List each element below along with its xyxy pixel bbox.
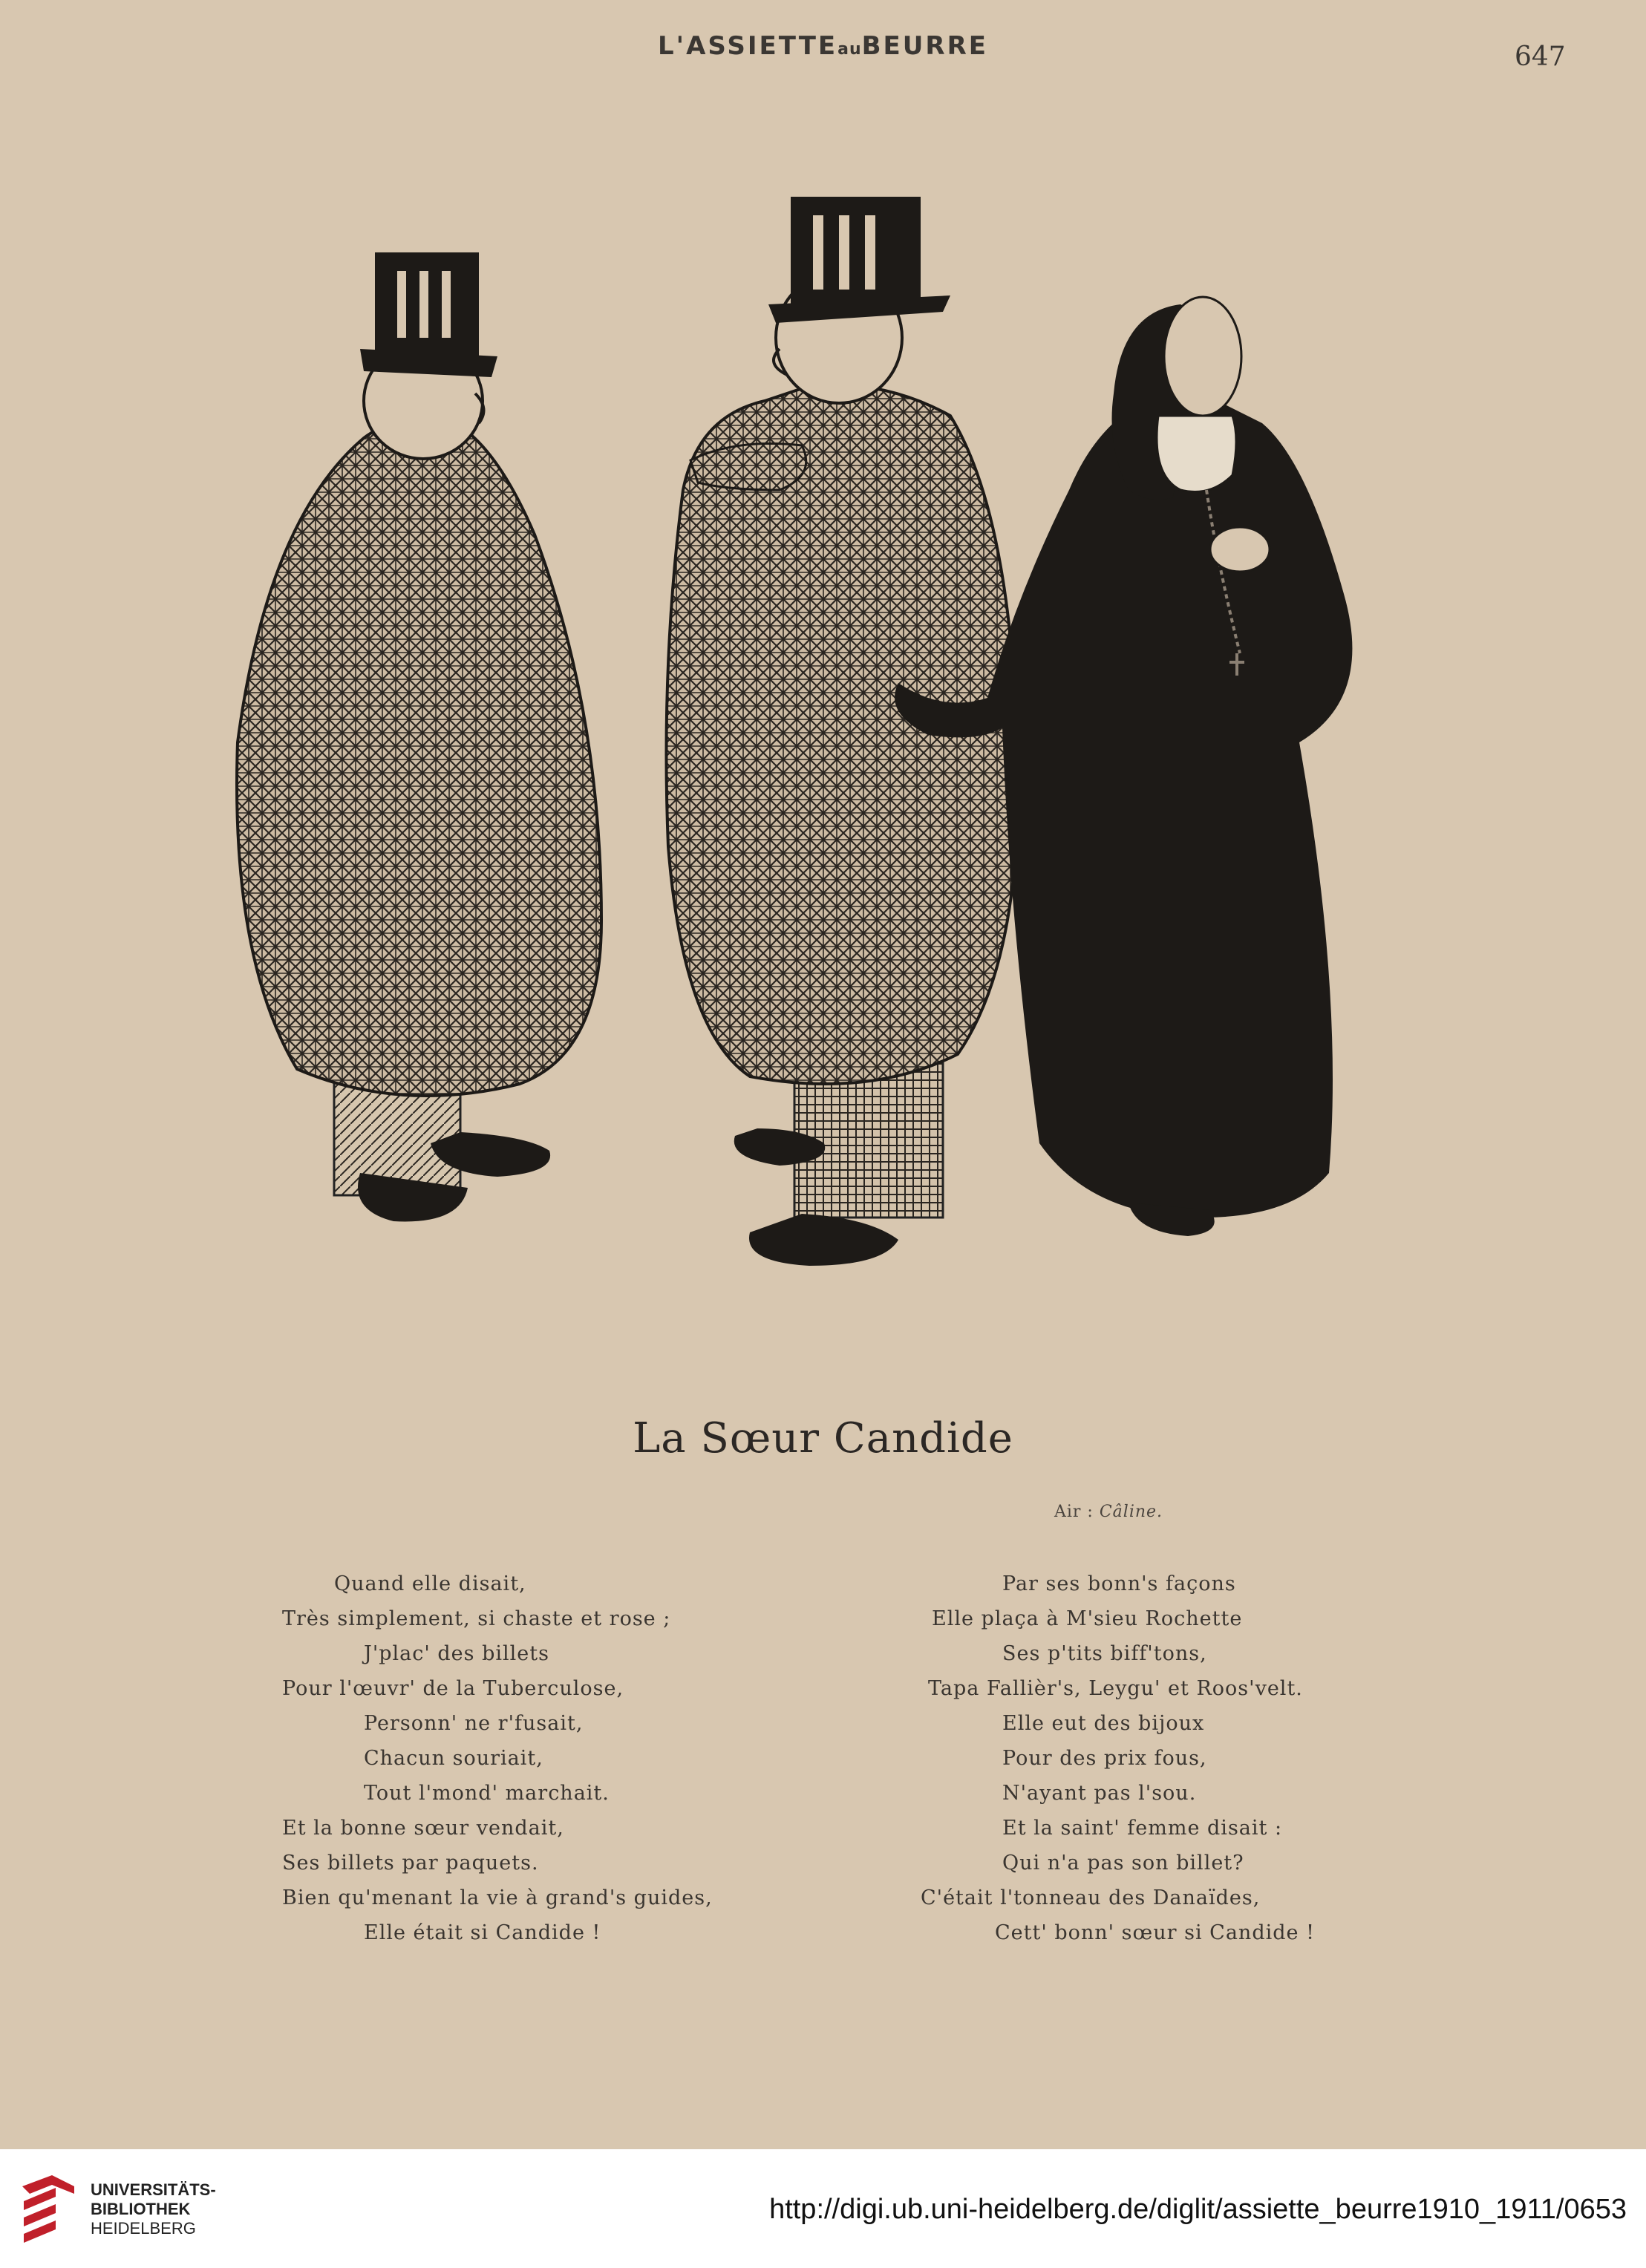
verse-line: Très simplement, si chaste et rose ; — [282, 1607, 671, 1630]
page-number: 647 — [1515, 42, 1566, 72]
verse-line: Et la bonne sœur vendait, — [282, 1817, 564, 1840]
library-line-3: HEIDELBERG — [91, 2219, 196, 2238]
masthead — [0, 31, 1646, 61]
library-line-1: UNIVERSITÄTS- — [91, 2180, 216, 2199]
verse-line: Elle était si Candide ! — [364, 1921, 601, 1944]
masthead-left: L'ASSIETTE — [658, 31, 838, 61]
verse-line: Elle eut des bijoux — [1002, 1712, 1205, 1735]
verse-line: Qui n'a pas son billet? — [1002, 1852, 1244, 1875]
verse-line: Tapa Fallièr's, Leygu' et Roos'velt. — [928, 1677, 1303, 1700]
verse-line: Bien qu'menant la vie à grand's guides, — [282, 1886, 713, 1909]
verse-line: Quand elle disait, — [334, 1572, 526, 1595]
verse-line: C'était l'tonneau des Danaïdes, — [921, 1886, 1261, 1909]
verse-line: Cett' bonn' sœur si Candide ! — [995, 1921, 1315, 1944]
verse-line: J'plac' des billets — [364, 1642, 549, 1665]
verse-line: Pour l'œuvr' de la Tuberculose, — [282, 1677, 624, 1700]
verse-line: N'ayant pas l'sou. — [1002, 1782, 1197, 1805]
air-tune: Câline. — [1099, 1503, 1163, 1521]
library-line-2: BIBLIOTHEK — [91, 2200, 191, 2218]
caricature-illustration — [215, 178, 1507, 1307]
verse-line: Ses p'tits biff'tons, — [1002, 1642, 1207, 1665]
verse-line: Elle plaça à M'sieu Rochette — [932, 1607, 1243, 1630]
tune-line — [1054, 1503, 1163, 1521]
verse-line: Pour des prix fous, — [1002, 1747, 1207, 1770]
gentleman-left — [237, 252, 601, 1221]
air-label: Air : — [1054, 1503, 1100, 1521]
masthead-right: BEURRE — [861, 31, 988, 61]
verse-line: Tout l'mond' marchait. — [364, 1782, 610, 1805]
verse-line: Et la saint' femme disait : — [1002, 1817, 1283, 1840]
stanza-left — [282, 1566, 802, 1950]
verse-line: Ses billets par paquets. — [282, 1852, 539, 1875]
verse-line: Par ses bonn's façons — [1002, 1572, 1236, 1595]
library-name — [91, 2180, 216, 2238]
library-footer — [0, 2149, 1646, 2268]
poem-title: La Sœur Candide — [633, 1414, 1013, 1463]
stanza-right — [921, 1566, 1440, 1950]
library-logo-icon — [15, 2171, 82, 2253]
verse-line: Chacun souriait, — [364, 1747, 543, 1770]
source-url[interactable]: http://digi.ub.uni-heidelberg.de/diglit/assiette_beurre1910_1911/0653 — [769, 2194, 1627, 2225]
verse-line: Personn' ne r'fusait, — [364, 1712, 584, 1735]
masthead-mid: au — [837, 40, 862, 59]
